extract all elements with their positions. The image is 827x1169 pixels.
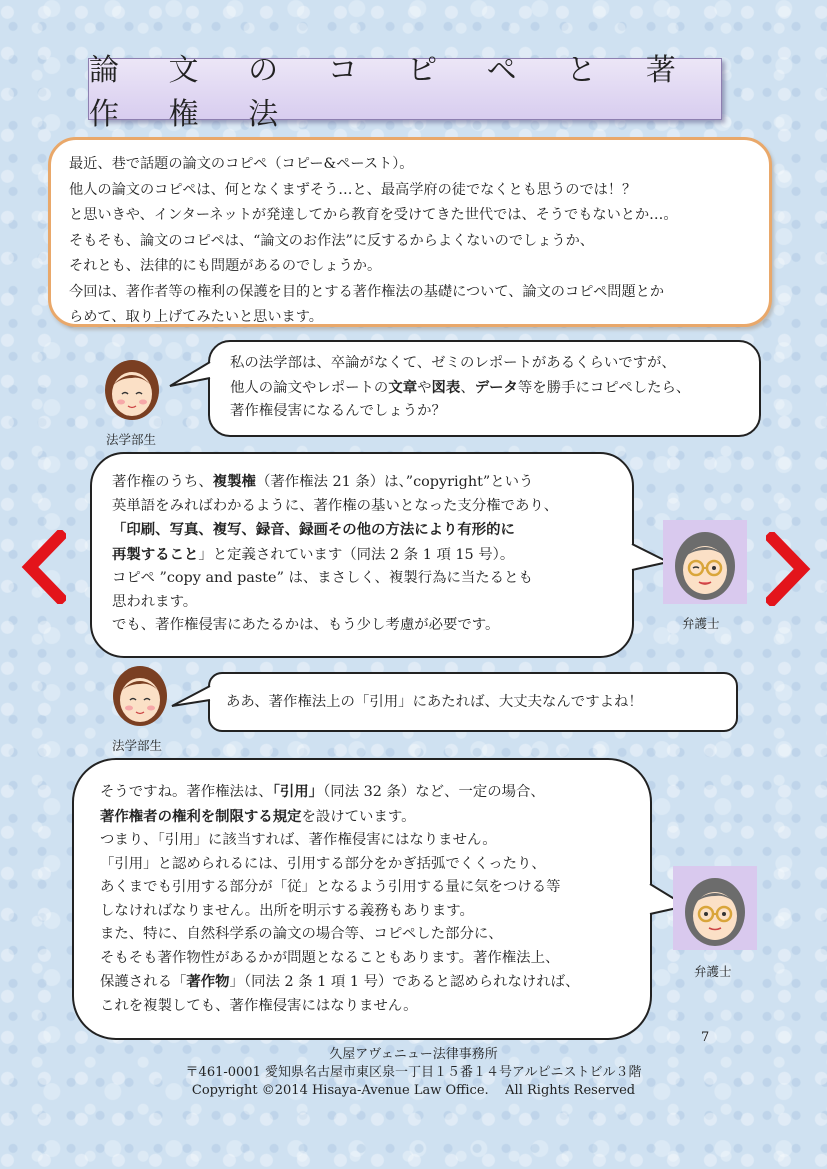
bubble-line: 著作権侵害になるんでしょうか？	[230, 403, 446, 419]
student-caption: 法学部生	[106, 432, 157, 447]
emphasis: 「引用」	[272, 783, 324, 800]
bubble-line: これを複製しても、著作権侵害にはなりません。	[100, 997, 418, 1014]
bubble-line: あくまでも引用する部分が「従」となるよう引用する量に気をつける等	[100, 879, 561, 895]
bubble-line: 再製すること」と定義されています（同法 2 条 1 項 15 号）。	[112, 545, 515, 563]
emphasis: 図表	[431, 378, 461, 396]
emphasis: 複製権	[212, 473, 256, 490]
lawyer-speech-bubble	[72, 758, 652, 1040]
lawyer-caption: 弁護士	[694, 964, 732, 979]
footer-copyright: Copyright ©2014 Hisaya-Avenue Law Office. All Rights Reserved	[191, 1083, 636, 1098]
bubble-line: 著作権のうち、複製権（著作権法 21 条）は、”copyright”という	[112, 473, 534, 490]
bubble-line: 私の法学部は、卒論がなくて、ゼミのレポートがあるくらいですが、	[230, 355, 676, 371]
bubble-line: そうですね。著作権法は、「引用」（同法 32 条）など、一定の場合、	[100, 783, 545, 800]
bubble-line: そもそも著作物性があるかが問題となることもあります。著作権法上、	[100, 949, 560, 966]
footer-address: 〒461-0001 愛知県名古屋市東区泉一丁目１５番１４号アルピニストビル３階	[185, 1065, 642, 1080]
student-avatar	[102, 356, 162, 422]
bubble-line: 著作権者の権利を制限する規定を設けています。	[100, 807, 416, 825]
chevron-right-icon[interactable]	[766, 532, 812, 606]
intro-line: 今回は、著作者等の権利の保護を目的とする著作権法の基礎について、論文のコピペ問題とか	[69, 283, 665, 300]
bubble-line: しなければなりません。出所を明示する義務もあります。	[100, 902, 474, 919]
bubble-line: コピペ ”copy and paste” は、まさしく、複製行為に当たるとも	[112, 570, 533, 586]
emphasis: 再製すること	[112, 545, 199, 563]
emphasis: 文章	[388, 378, 418, 396]
intro-line: 他人の論文のコピペは、何となくまずそう…と、最高学府の徒でなくとも思うのでは！？	[69, 181, 637, 198]
footer-office: 久屋アヴェニュー法律事務所	[329, 1047, 498, 1062]
intro-line: 最近、巷で話題の論文のコピペ（コピー&ペースト）。	[69, 156, 414, 172]
student-speech-bubble	[208, 672, 738, 732]
intro-line: らめて、取り上げてみたいと思います。	[69, 309, 323, 325]
bubble-line: また、特に、自然科学系の論文の場合等、コピペした部分に、	[100, 926, 503, 942]
bubble-line: ああ、著作権法上の「引用」にあたれば、大丈夫なんですよね！	[226, 694, 643, 710]
student-avatar	[110, 662, 170, 728]
bubble-line: つまり、「引用」に該当すれば、著作権侵害にはなりません。	[100, 832, 497, 848]
bubble-tail	[170, 684, 212, 712]
bubble-line	[112, 518, 632, 543]
lawyer-speech-bubble	[90, 452, 634, 658]
lawyer-avatar	[663, 520, 747, 604]
bubble-line: 思われます。	[112, 593, 198, 610]
lawyer-avatar	[673, 866, 757, 950]
footer	[0, 1046, 827, 1100]
intro-box	[48, 137, 772, 327]
student-caption: 法学部生	[112, 738, 163, 753]
lawyer-caption: 弁護士	[682, 616, 720, 631]
bubble-line: 他人の論文やレポートの文章や図表、データ等を勝手にコピペしたら、	[230, 378, 691, 396]
bubble-line: 「引用」と認められるには、引用する部分をかぎ括弧でくくったり、	[100, 855, 546, 872]
emphasis: データ	[474, 378, 518, 396]
bubble-line: 英単語をみればわかるように、著作権の基いとなった支分権であり、	[112, 497, 559, 514]
bubble-line: 保護される「著作物」（同法 2 条 1 項 1 号）であると認められなければ、	[100, 973, 580, 990]
chevron-left-icon[interactable]	[20, 530, 66, 604]
page-title-box	[88, 53, 722, 132]
emphasis: 著作物	[186, 973, 230, 990]
page-number: 7	[701, 1030, 710, 1045]
intro-line: それとも、法律的にも問題があるのでしょうか。	[69, 258, 382, 274]
intro-line: と思いきや、インターネットが発達してから教育を受けてきた世代では、そうでもないとか…。	[69, 207, 678, 223]
emphasis: 「印刷、写真、複写、録音、録画その他の方法により有形的に	[112, 521, 515, 538]
emphasis: 著作権者の権利を制限する規定	[100, 807, 302, 825]
intro-line: そもそも、論文のコピペは、“論文のお作法”に反するからよくないのでしょうか、	[69, 232, 594, 249]
bubble-tail	[168, 360, 212, 390]
bubble-line: でも、著作権侵害にあたるかは、もう少し考慮が必要です。	[112, 617, 500, 633]
page-title: 論 文 の コ ピ ペ と 著 作 権 法	[89, 53, 696, 132]
student-speech-bubble	[208, 340, 761, 437]
